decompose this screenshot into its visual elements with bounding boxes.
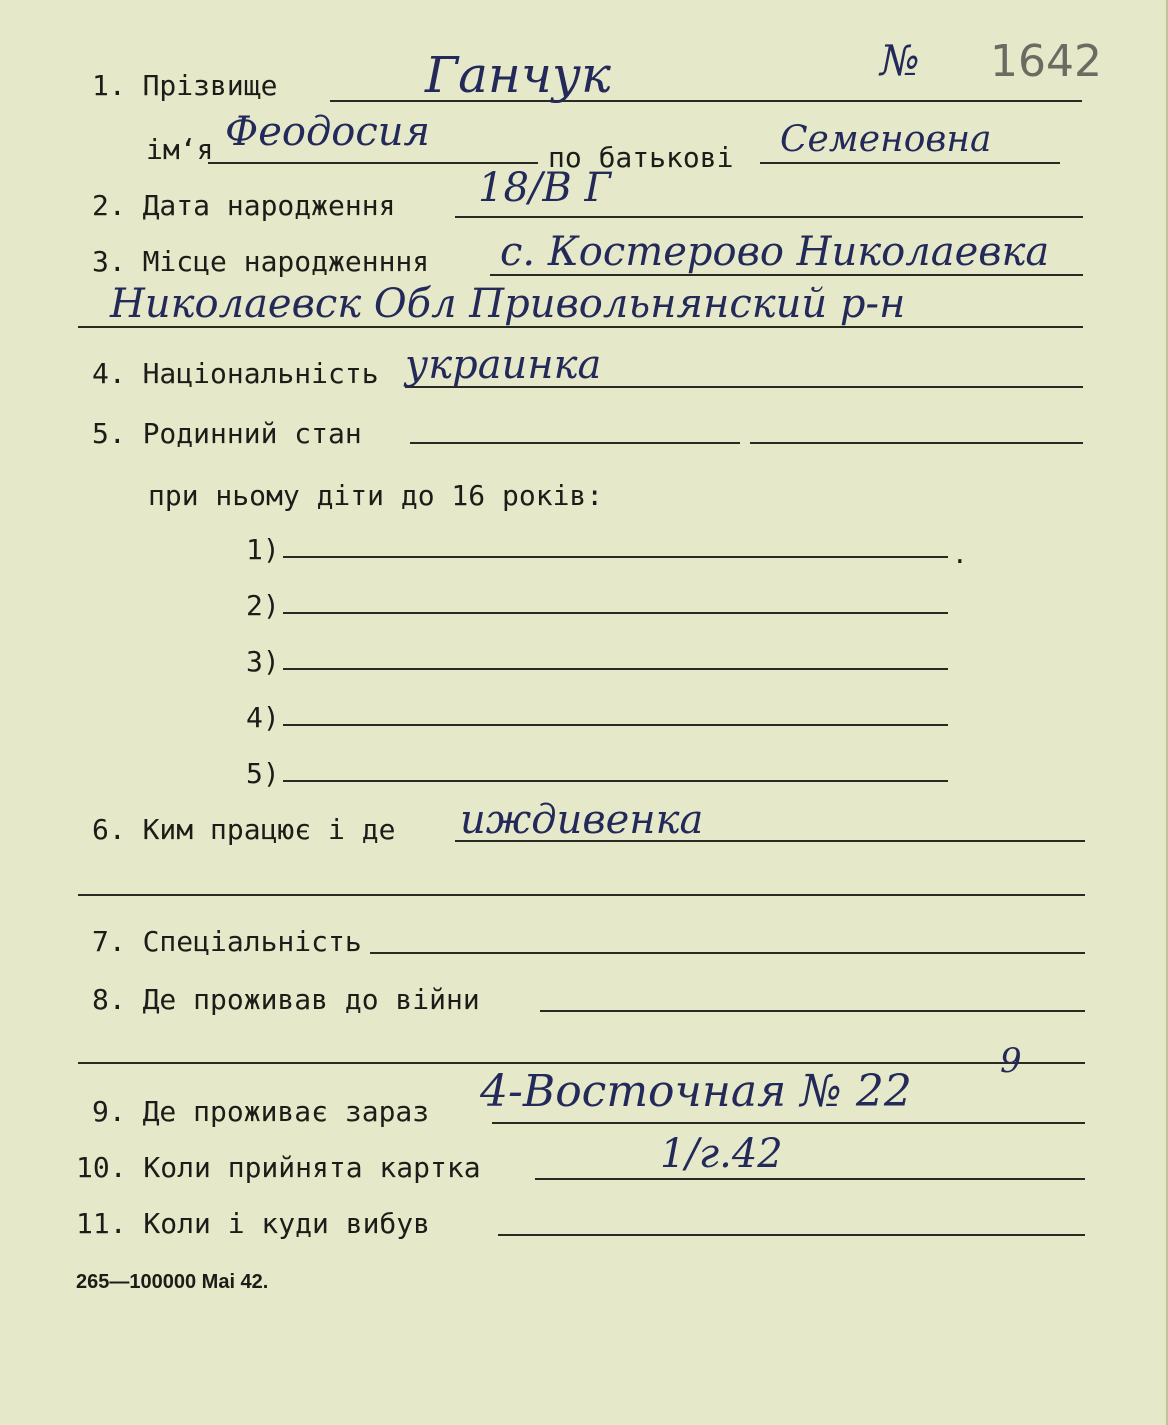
birth-date-value: 18/В Г [478, 165, 611, 211]
name-line [208, 162, 538, 164]
card-number: 1642 [990, 36, 1102, 87]
prewar-residence-line-1 [540, 1010, 1085, 1012]
birthplace-value-1: с. Костерово Николаевка [500, 229, 1050, 275]
birthplace-value-2: Николаевск Обл Привольнянский р-н [110, 281, 906, 327]
field-patronymic-label: по батькові [548, 141, 734, 174]
child-1-line [283, 556, 948, 558]
child-5-line [283, 780, 948, 782]
field-birth-date-label: 2. Дата народження [92, 189, 396, 222]
child-5-label: 5) [246, 757, 280, 790]
occupation-value: иждивенка [460, 797, 704, 843]
marital-status-line-a [410, 442, 740, 444]
child-4-label: 4) [246, 701, 280, 734]
field-card-accepted-label: 10. Коли прийнята картка [76, 1151, 481, 1184]
occupation-line-2 [78, 894, 1085, 896]
surname-value: Ганчук [425, 46, 611, 104]
field-children-label: при ньому діти до 16 років: [148, 479, 604, 512]
card-accepted-line [535, 1178, 1085, 1180]
field-specialty-label: 7. Спеціальність [92, 925, 362, 958]
field-marital-status-label: 5. Родинний стан [92, 417, 362, 450]
prewar-residence-line-2 [78, 1062, 1085, 1064]
field-birthplace-label: 3. Місце народженння [92, 245, 430, 278]
address-superscript: 9 [1000, 1041, 1022, 1081]
child-4-line [283, 724, 948, 726]
stray-dot: . [952, 540, 968, 570]
field-departure-label: 11. Коли і куди вибув [76, 1207, 431, 1240]
child-2-line [283, 612, 948, 614]
field-prewar-residence-label: 8. Де проживав до війни [92, 983, 480, 1016]
print-run-footer: 265—100000 Mai 42. [76, 1271, 269, 1293]
current-residence-line [492, 1122, 1085, 1124]
birth-date-line [455, 216, 1083, 218]
child-3-line [283, 668, 948, 670]
nationality-value: украинка [405, 342, 602, 388]
field-occupation-label: 6. Ким працює і де [92, 813, 396, 846]
field-current-residence-label: 9. Де проживає зараз [92, 1095, 430, 1128]
departure-line [498, 1234, 1085, 1236]
child-3-label: 3) [246, 645, 280, 678]
card-accepted-value: 1/г.42 [660, 1131, 783, 1177]
child-1-label: 1) [246, 533, 280, 566]
field-name-label: ім‘я [146, 133, 214, 166]
specialty-line [370, 952, 1085, 954]
current-residence-value: 4-Восточная № 22 [480, 1066, 912, 1117]
field-nationality-label: 4. Національність [92, 357, 379, 390]
patronymic-line [760, 162, 1060, 164]
name-value: Феодосия [225, 109, 431, 155]
patronymic-value: Семеновна [780, 119, 992, 160]
card-number-prefix: № [880, 36, 920, 85]
field-surname-label: 1. Прізвище [92, 69, 278, 102]
child-2-label: 2) [246, 589, 280, 622]
marital-status-line-b [750, 442, 1083, 444]
